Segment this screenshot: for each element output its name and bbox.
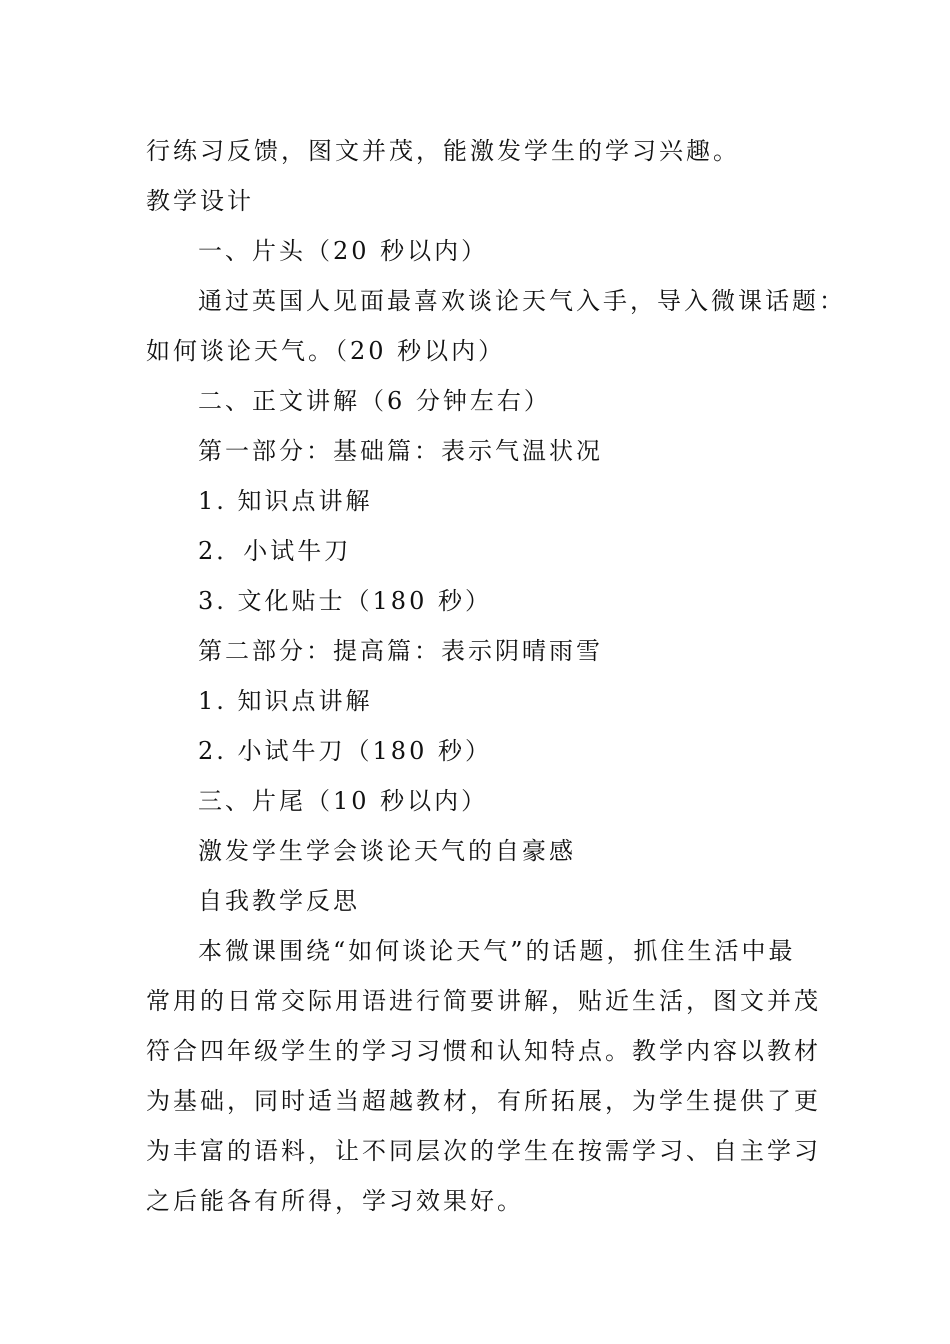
text-line: 二、正文讲解（6 分钟左右）: [198, 387, 551, 415]
section-heading-reflection: 自我教学反思: [198, 887, 360, 915]
text-line: 2．小试牛刀: [198, 537, 352, 565]
text-line: 如何谈论天气。（20 秒以内）: [146, 337, 506, 365]
text-line: 三、片尾（10 秒以内）: [198, 787, 489, 815]
text-line: 行练习反馈，图文并茂，能激发学生的学习兴趣。: [146, 137, 740, 165]
text-line: 2. 小试牛刀（180 秒）: [198, 737, 492, 765]
text-line: 常用的日常交际用语进行简要讲解，贴近生活，图文并茂: [146, 987, 821, 1015]
text-line: 1. 知识点讲解: [198, 687, 373, 715]
text-line: 第二部分：提高篇：表示阴晴雨雪: [198, 637, 603, 665]
text-line: 为丰富的语料，让不同层次的学生在按需学习、自主学习: [146, 1137, 821, 1165]
text-line: 1. 知识点讲解: [198, 487, 373, 515]
text-line: 激发学生学会谈论天气的自豪感: [198, 837, 576, 865]
document-body: [146, 126, 846, 1226]
text-line: 为基础，同时适当超越教材，有所拓展，为学生提供了更: [146, 1087, 821, 1115]
text-line: 符合四年级学生的学习习惯和认知特点。教学内容以教材: [146, 1037, 821, 1065]
text-line: 之后能各有所得，学习效果好。: [146, 1187, 524, 1215]
text-line: 3. 文化贴士（180 秒）: [198, 587, 492, 615]
text-line: 本微课围绕“如何谈论天气”的话题，抓住生活中最: [198, 937, 796, 965]
text-line: 一、片头（20 秒以内）: [198, 237, 489, 265]
text-line: 第一部分：基础篇：表示气温状况: [198, 437, 603, 465]
text-line: 通过英国人见面最喜欢谈论天气入手，导入微课话题：: [198, 287, 846, 315]
section-heading-teaching-design: 教学设计: [146, 187, 254, 215]
